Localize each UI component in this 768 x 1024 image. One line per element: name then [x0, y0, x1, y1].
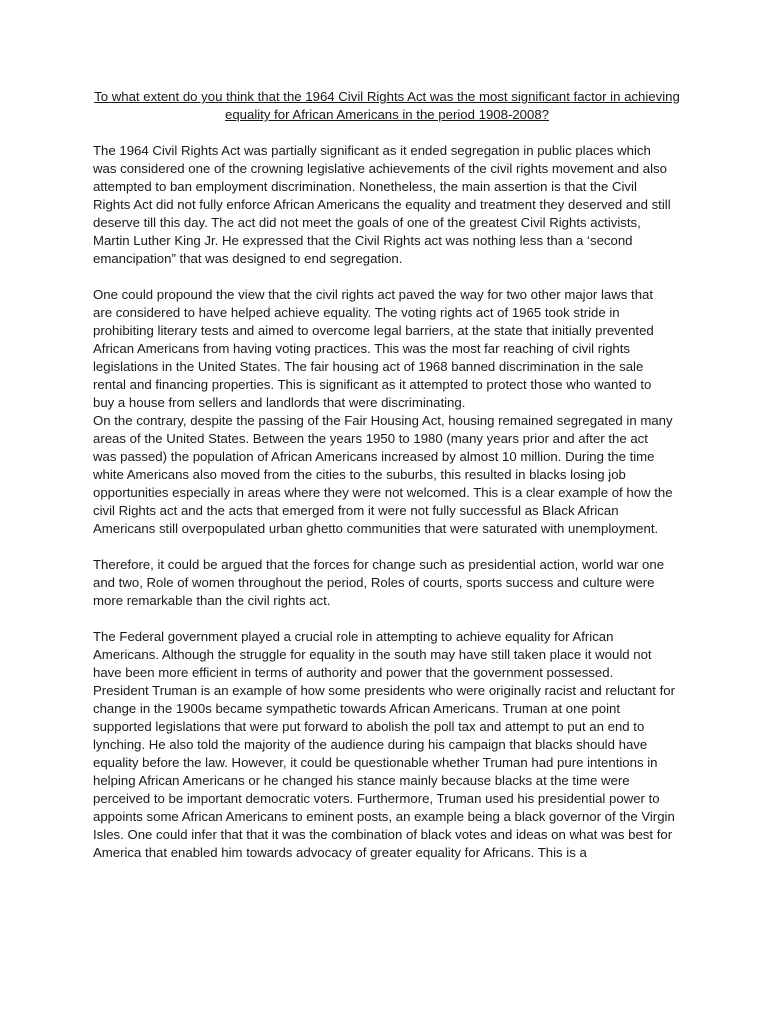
spacer [93, 610, 675, 628]
spacer [93, 268, 675, 286]
paragraph-1: The 1964 Civil Rights Act was partially significant as it ended segregation in public places which was considered one of the crowning legislative achievements of the civil rights movement and also attempted to ban employment discrimination. Nonetheless, the main assertion is that the Civil Rights Act did not fully enforce African Americans the equality and treatment they deserved and still deserve till this day. The act did not meet the goals of one of the greatest Civil Rights activists, Martin Luther King Jr. He expressed that the Civil Rights act was nothing less than a ‘second emancipation” that was designed to end segregation. [93, 143, 671, 266]
paragraph-2: One could propound the view that the civil rights act paved the way for two other major laws that are considered to have helped achieve equality. The voting rights act of 1965 took stride in prohibiting literary tests and aimed to overcome legal barriers, at the state that initially prevented African Americans from having voting practices. This was the most far reaching of civil rights legislations in the United States. The fair housing act of 1968 banned discrimination in the sale rental and financing properties. This is significant as it attempted to protect those who wanted to buy a house from sellers and landlords that were discriminating. [93, 287, 654, 410]
paragraph-4: Therefore, it could be argued that the forces for change such as presidential action, world war one and two, Role of women throughout the period, Roles of courts, sports success and culture were more remarkable than the civil rights act. [93, 557, 665, 608]
spacer [93, 538, 675, 556]
paragraph-5: The Federal government played a crucial role in attempting to achieve equality for African Americans. Although the struggle for equality in the south may have still taken place it would not have been more efficient in terms of authority and power that the government possessed. [93, 629, 652, 680]
document-page [93, 88, 680, 862]
paragraph-6: President Truman is an example of how some presidents who were originally racist and reluctant for change in the 1900s became sympathetic towards African Americans. Truman at one point supported legislations that were put forward to abolish the poll tax and attempt to put an end to lynching. He also told the majority of the audience during his campaign that blacks should have equality before the law. However, it could be questionable whether Truman had pure intentions in helping African Americans or he changed his stance mainly because blacks at the time were perceived to be important democratic voters. Furthermore, Truman used his presidential power to appoints some African Americans to eminent posts, an example being a black governor of the Virgin Isles. One could infer that that it was the combination of black votes and ideas on what was best for America that enabled him towards advocacy of greater equality for Africans. This is a [93, 683, 675, 860]
paragraph-3: On the contrary, despite the passing of the Fair Housing Act, housing remained segregated in many areas of the United States. Between the years 1950 to 1980 (many years prior and after the act was passed) the population of African Americans increased by almost 10 million. During the time white Americans also moved from the cities to the suburbs, this resulted in blacks losing job opportunities especially in areas where they were not welcomed. This is a clear example of how the civil Rights act and the acts that emerged from it were not fully successful as Black African Americans still overpopulated urban ghetto communities that were saturated with unemployment. [93, 413, 673, 536]
spacer [93, 124, 675, 142]
document-title: To what extent do you think that the 1964 Civil Rights Act was the most significant factor in achieving equality for African Americans in the period 1908-2008? [94, 89, 680, 122]
